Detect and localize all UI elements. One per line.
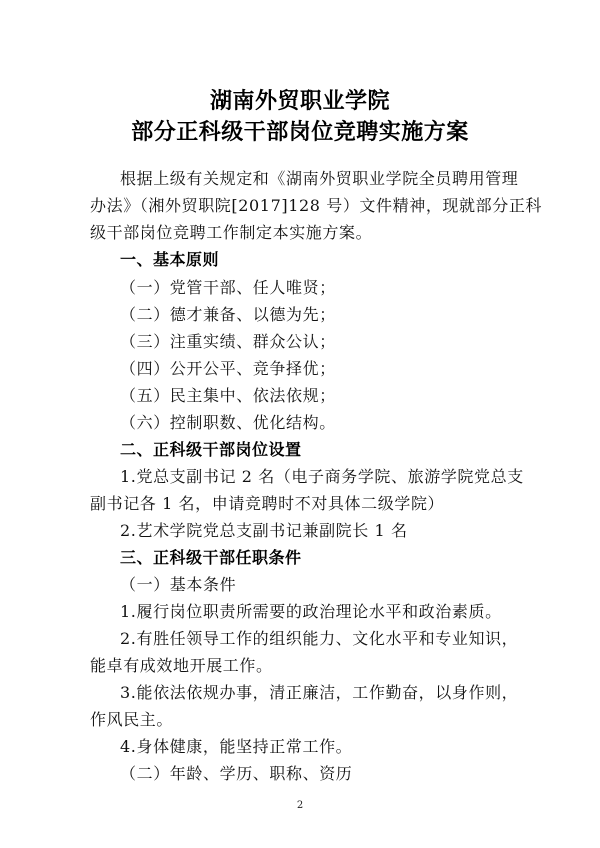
section-3-heading: 三、正科级干部任职条件 — [120, 548, 302, 567]
condition-item-1: 1.履行岗位职责所需要的政治理论水平和政治素质。 — [120, 602, 502, 621]
intro-line-2: 办法》（湘外贸职院[2017]128 号）文件精神，现就部分正科 — [90, 196, 543, 215]
document-title-line-2: 部分正科级干部岗位竞聘实施方案 — [131, 120, 469, 145]
condition-item-3-line-1: 3.能依法依规办事，清正廉洁，工作勤奋，以身作则， — [120, 683, 519, 702]
document-title-line-1: 湖南外贸职业学院 — [209, 89, 390, 114]
condition-item-2-line-2: 能卓有成效地开展工作。 — [90, 656, 273, 675]
principle-item: （六）控制职数、优化结构。 — [120, 413, 336, 432]
subsection-basic-conditions: （一）基本条件 — [120, 575, 237, 594]
condition-item-2-line-1: 2.有胜任领导工作的组织能力、文化水平和专业知识， — [120, 629, 519, 648]
subsection-age-education: （二）年龄、学历、职称、资历 — [120, 764, 353, 783]
condition-item-3-line-2: 作风民主。 — [90, 710, 174, 729]
intro-line-3: 级干部岗位竞聘工作制定本实施方案。 — [90, 223, 373, 242]
principle-item: （一）党管干部、任人唯贤； — [120, 278, 336, 297]
condition-item-4: 4.身体健康，能坚持正常工作。 — [120, 737, 353, 756]
principle-item: （三）注重实绩、群众公认； — [120, 332, 336, 351]
section-1-heading: 一、基本原则 — [120, 250, 220, 269]
position-item-1-line-2: 副书记各 1 名，申请竞聘时不对具体二级学院） — [90, 494, 445, 513]
principle-item: （二）德才兼备、以德为先； — [120, 305, 336, 324]
position-item-2: 2.艺术学院党总支副书记兼副院长 1 名 — [120, 521, 408, 540]
position-item-1-line-1: 1.党总支副书记 2 名（电子商务学院、旅游学院党总支 — [120, 467, 524, 486]
principle-item: （四）公开公平、竞争择优； — [120, 359, 336, 378]
page-number: 2 — [296, 800, 304, 811]
intro-line-1: 根据上级有关规定和《湖南外贸职业学院全员聘用管理 — [120, 169, 519, 188]
section-2-heading: 二、正科级干部岗位设置 — [120, 440, 302, 459]
principle-item: （五）民主集中、依法依规； — [120, 386, 336, 405]
